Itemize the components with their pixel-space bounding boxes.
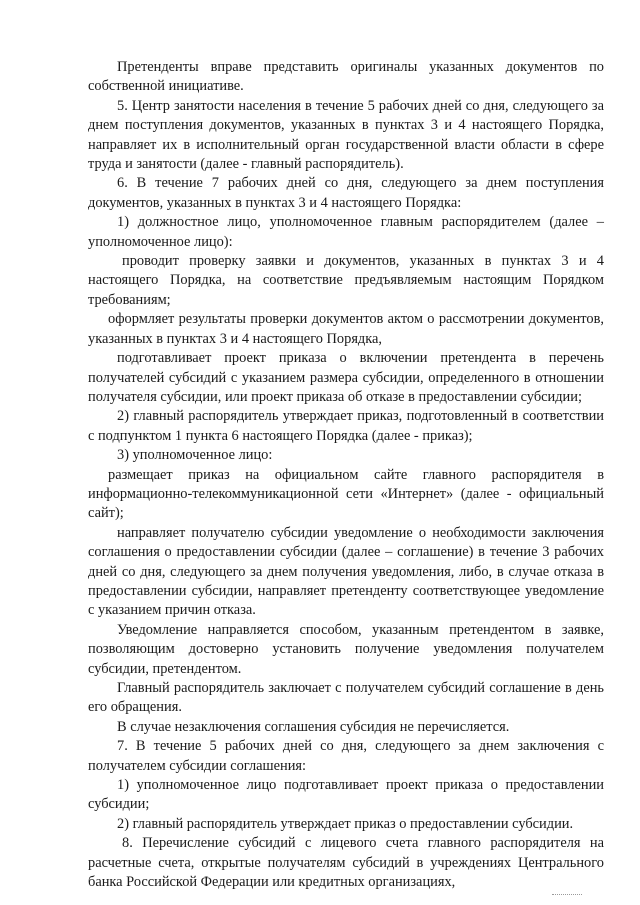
paragraph: оформляет результаты проверки документов актом о рассмотрении документов, указанных в пунктах 3 и 4 настоящего Порядка, (88, 311, 604, 347)
paragraph-subclause-2: 2) главный распорядитель утверждает приказ, подготовленный в соответствии с подпунктом 1 пункта 6 настоящего Порядка (далее - приказ); (88, 408, 604, 444)
paragraph: Уведомление направляется способом, указанным претендентом в заявке, позволяющим достоверно установить получение уведомления получателем субсидии, претендентом. (88, 621, 604, 677)
paragraph-clause-8: 8. Перечисление субсидий с лицевого счета главного распорядителя на расчетные счета, открытые получателям субсидий в учреждениях Центрального банка Российской Федерации или кредитных организациях, (88, 835, 604, 891)
paragraph: Главный распорядитель заключает с получателем субсидий соглашение в день его обращения. (88, 680, 604, 716)
paragraph-subclause-2: 2) главный распорядитель утверждает приказ о предоставлении субсидии. (117, 815, 574, 832)
paragraph: направляет получателю субсидии уведомление о необходимости заключения соглашения о предоставлении субсидии (далее – соглашение) в течение 3 рабочих дней со дня, следующего за днем получения уведомления, либо, в случае отказа в предоставлении субсидии, направляет претенденту соответствующее уведомление с указанием причин отказа. (88, 524, 604, 619)
paragraph: размещает приказ на официальном сайте главного распорядителя в информационно-телекоммуникационной сети «Интернет» (далее - официальный сайт); (88, 466, 604, 522)
paragraph: подготавливает проект приказа о включении претендента в перечень получателей субсидий с указанием размера субсидии, определенного в отношении получателя субсидии, или проект приказа об отказе в предоставлении субсидии; (88, 350, 604, 405)
scan-artifact (552, 894, 582, 895)
paragraph-clause-5: 5. Центр занятости населения в течение 5 рабочих дней со дня, следующего за днем поступления документов, указанных в пунктах 3 и 4 настоящего Порядка, направляет их в исполнительный орган государственной власти области в сфере труда и занятости (далее - главный распорядитель). (88, 97, 604, 173)
paragraph: Претенденты вправе представить оригиналы указанных документов по собственной инициативе. (88, 59, 604, 95)
paragraph: В случае незаключения соглашения субсидия не перечисляется. (117, 718, 510, 735)
paragraph-clause-7: 7. В течение 5 рабочих дней со дня, следующего за днем заключения с получателем субсидии соглашения: (88, 738, 604, 774)
paragraph: проводит проверку заявки и документов, указанных в пунктах 3 и 4 настоящего Порядка, на соответствие предъявляемым настоящим Порядком требованиям; (88, 253, 604, 308)
paragraph-subclause-1: 1) уполномоченное лицо подготавливает проект приказа о предоставлении субсидии; (88, 777, 604, 813)
paragraph-subclause-1: 1) должностное лицо, уполномоченное главным распорядителем (далее – уполномоченное лицо): (88, 214, 604, 250)
paragraph-subclause-3: 3) уполномоченное лицо: (117, 447, 273, 464)
paragraph-clause-6: 6. В течение 7 рабочих дней со дня, следующего за днем поступления документов, указанных в пунктах 3 и 4 настоящего Порядка: (88, 175, 604, 211)
